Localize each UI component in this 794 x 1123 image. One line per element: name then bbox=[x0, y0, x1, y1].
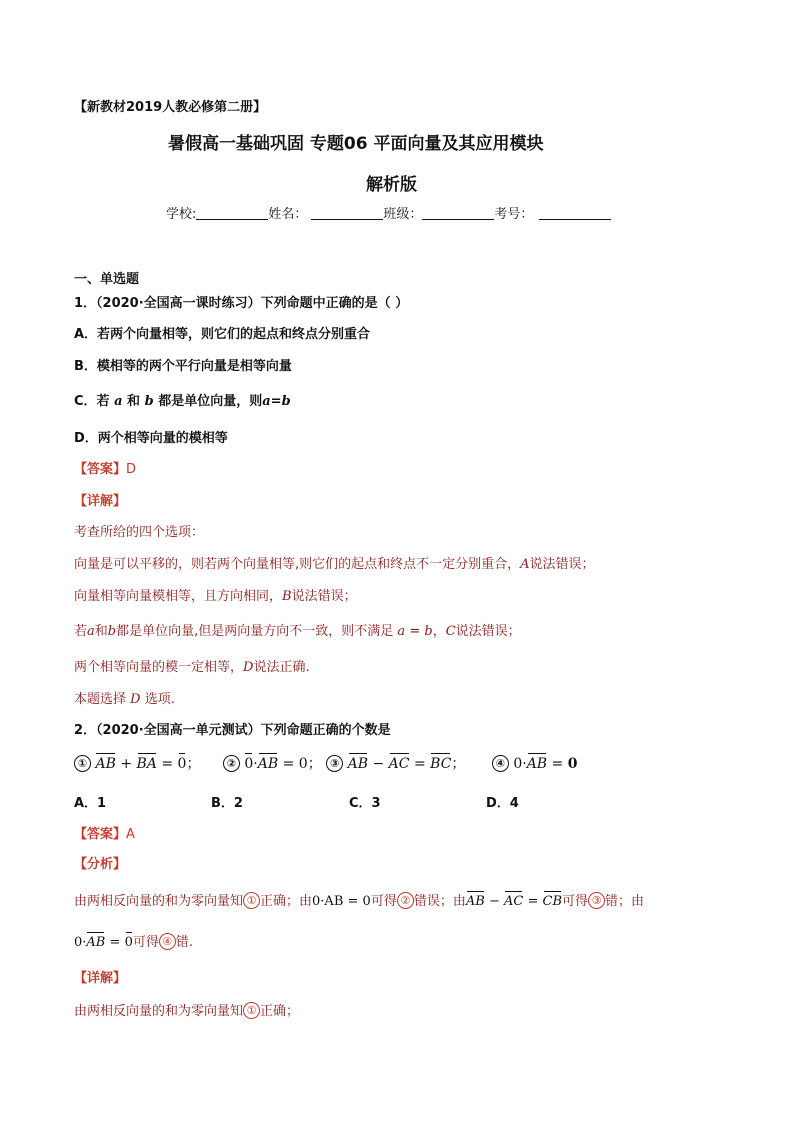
q1-detail-line-5: 两个相等向量的模一定相等，D说法正确. bbox=[74, 660, 310, 675]
page-subtitle: 解析版 bbox=[366, 175, 417, 195]
school-label: 学校: bbox=[166, 207, 197, 222]
q1-detail-line-6: 本题选择 D 选项. bbox=[74, 692, 175, 707]
q1-answer: 【答案】D bbox=[74, 462, 137, 477]
number-field[interactable] bbox=[539, 205, 611, 220]
q1-detail-line-4: 若a和b都是单位向量,但是两向量方向不一致，则不满足 a = b，C说法错误； bbox=[74, 624, 521, 639]
statement-4: ④ 0·AB = 0 bbox=[492, 756, 578, 772]
info-fields bbox=[166, 203, 611, 222]
q2-analysis-line-1: 由两相反向量的和为零向量知 ① 正确；由0·AB = 0可得 ② 错误；由AB − AC = CB可得 ③ 错；由 bbox=[74, 894, 645, 909]
statement-2: ② 0·AB = 0； bbox=[223, 756, 326, 772]
statement-1: ① AB + BA = 0； bbox=[74, 756, 205, 772]
q2-option-b: B．2 bbox=[211, 796, 243, 811]
q2-detail-line-1: 由两相反向量的和为零向量知 ① 正确； bbox=[74, 1004, 300, 1019]
q1-stem: 1．（2020·全国高一课时练习）下列命题中正确的是（ ） bbox=[74, 296, 409, 311]
q2-option-a: A．1 bbox=[74, 796, 107, 811]
q2-option-c: C．3 bbox=[349, 796, 381, 811]
class-label: 班级： bbox=[383, 207, 423, 222]
statement-3: ③ AB − AC = BC； bbox=[326, 756, 470, 772]
q2-analysis-label: 【分析】 bbox=[74, 857, 127, 872]
q1-option-a: A．若两个向量相等，则它们的起点和终点分别重合 bbox=[74, 327, 371, 342]
q1-detail-line-3: 向量相等向量模相等，且方向相同，B说法错误； bbox=[74, 589, 357, 604]
q1-detail-line-2: 向量是可以平移的，则若两个向量相等,则它们的起点和终点不一定分别重合，A说法错误； bbox=[74, 557, 595, 572]
name-label: 姓名： bbox=[268, 207, 308, 222]
q2-detail-label: 【详解】 bbox=[74, 971, 127, 986]
section-heading: 一、单选题 bbox=[74, 272, 140, 287]
q1-option-c: C．若 a 和 b 都是单位向量，则a=b bbox=[74, 394, 291, 409]
q1-option-b: B．模相等的两个平行向量是相等向量 bbox=[74, 359, 292, 374]
school-field[interactable] bbox=[196, 205, 268, 220]
q2-answer: 【答案】A bbox=[74, 827, 135, 842]
name-field[interactable] bbox=[311, 205, 383, 220]
q1-detail-label: 【详解】 bbox=[74, 494, 127, 509]
edition-tag: 【新教材2019人教必修第二册】 bbox=[74, 100, 267, 115]
q2-analysis-line-2: 0·AB = 0可得 ④ 错. bbox=[74, 935, 193, 950]
q1-detail-line-1: 考查所给的四个选项： bbox=[74, 525, 205, 540]
page-title: 暑假高一基础巩固 专题06 平面向量及其应用模块 bbox=[168, 134, 544, 154]
number-label: 考号： bbox=[494, 207, 534, 222]
q2-option-d: D．4 bbox=[486, 796, 519, 811]
q1-option-d: D．两个相等向量的模相等 bbox=[74, 431, 228, 446]
class-field[interactable] bbox=[422, 205, 494, 220]
q2-statements bbox=[74, 753, 577, 773]
q2-stem: 2．（2020·全国高一单元测试）下列命题正确的个数是 bbox=[74, 723, 391, 738]
